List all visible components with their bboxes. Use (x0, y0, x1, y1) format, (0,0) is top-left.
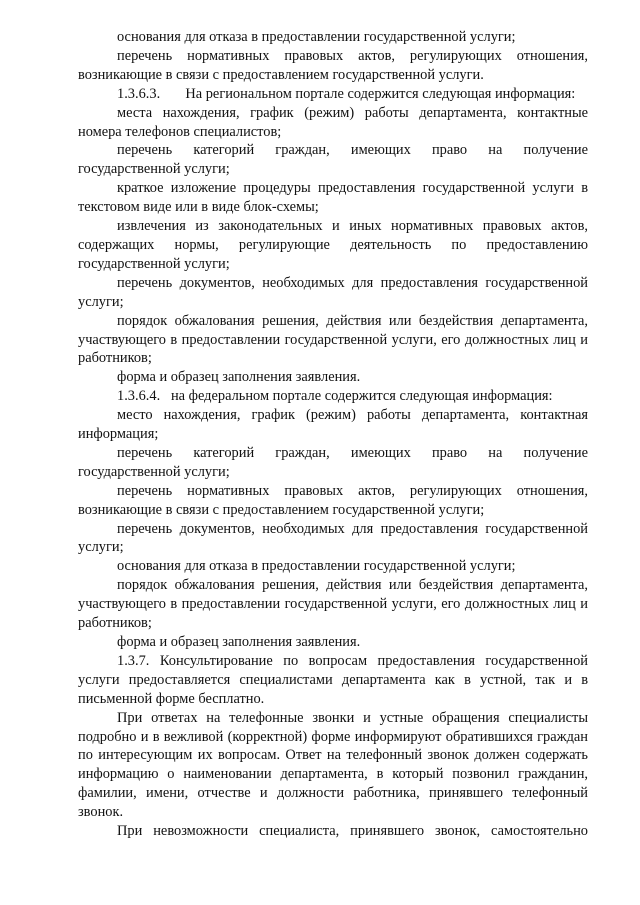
paragraph: перечень нормативных правовых актов, регулирующих отношения, возникающие в связи с предоставлением государственной услуги; (78, 482, 588, 518)
paragraph: перечень документов, необходимых для предоставления государственной услуги; (78, 520, 588, 556)
paragraph: место нахождения, график (режим) работы департамента, контактная информация; (78, 407, 588, 443)
paragraph: перечень категорий граждан, имеющих право на получение государственной услуги; (78, 142, 588, 178)
paragraph: При ответах на телефонные звонки и устные обращения специалисты подробно и в вежливой (корректной) форме информируют обратившихся граждан по интересующим их вопросам. Ответ на телефонный звонок должен содержать информацию о наименовании департамента, в который позвонил гражданин, фамилии, имени, отчестве и должности работника, принявшего телефонный звонок. (78, 709, 588, 821)
paragraph: основания для отказа в предоставлении государственной услуги; (117, 29, 516, 45)
paragraph: краткое изложение процедуры предоставления государственной услуги в текстовом виде или в виде блок-схемы; (78, 180, 588, 216)
paragraph: При невозможности специалиста, принявшего звонок, самостоятельно (117, 823, 588, 840)
paragraph: места нахождения, график (режим) работы департамента, контактные номера телефонов специалистов; (78, 104, 588, 140)
paragraph: 1.3.6.4. на федеральном портале содержится следующая информация: (117, 388, 553, 405)
paragraph: форма и образец заполнения заявления. (117, 634, 361, 650)
paragraph: форма и образец заполнения заявления. (117, 369, 361, 386)
paragraph: перечень нормативных правовых актов, регулирующих отношения, возникающие в связи с предоставлением государственной услуги. (78, 47, 588, 83)
paragraph: порядок обжалования решения, действия или бездействия департамента, участвующего в предоставлении государственной услуги, его должностных лиц и работников; (78, 577, 588, 632)
paragraph: перечень категорий граждан, имеющих право на получение государственной услуги; (78, 444, 588, 480)
paragraph: 1.3.7. Консультирование по вопросам предоставления государственной услуги предоставляется специалистами департамента как в устной, так и в письменной форме бесплатно. (78, 652, 588, 707)
paragraph: 1.3.6.3. На региональном портале содержится следующая информация: (117, 85, 576, 102)
paragraph: порядок обжалования решения, действия или бездействия департамента, участвующего в предоставлении государственной услуги, его должностных лиц и работников; (78, 312, 588, 367)
paragraph: перечень документов, необходимых для предоставления государственной услуги; (78, 274, 588, 310)
paragraph: извлечения из законодательных и иных нормативных правовых актов, содержащих нормы, регулирующие деятельность по предоставлению государственной услуги; (78, 218, 588, 272)
paragraph: основания для отказа в предоставлении государственной услуги; (117, 558, 516, 575)
